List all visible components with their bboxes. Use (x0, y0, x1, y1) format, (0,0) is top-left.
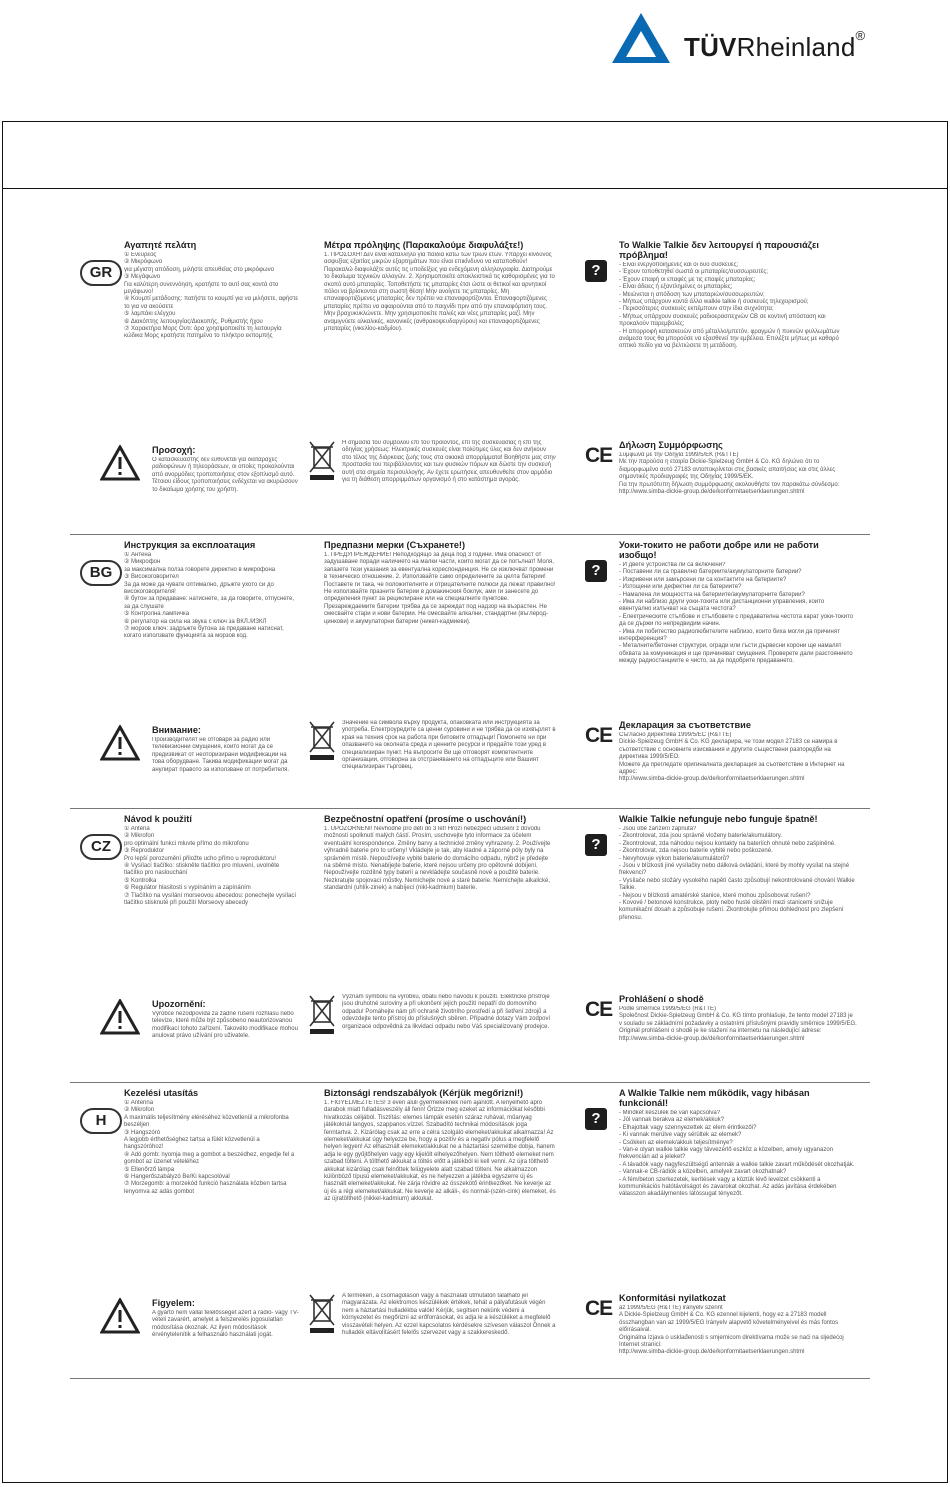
instructions-text: ① Antenna ② Mikrofon A maximális teljesítmény eléréséhez közvetlenül a mikrofonba beszéljen ③ Hangszóró A legjobb érthetőséghez tartsa a fülét közvetlenül a hangszóróhoz! ④ Adó gomb: nyomja meg a gombot a beszédhez, engedje fel a gombot az üzenet vételéhez ⑤ Ellenőrző lámpa ⑥ Hangerőszabályzó Be/Ki kapcsolóval ⑦ Morzegomb: a morzekód funkció használata közben tartsa lenyomva az adás gombot (124, 1100, 295, 1195)
instructions-text: ① Антена ② Микрофон за максимална полза говорете директно в микрофона ③ Високоговорител За да може да чувате оптимално, дръжте ухото си до високоговорителя! ④ бутон за предаване: натиснете, за да говорите, отпуснете, за да слушате ⑤ Контролна лампичка ⑥ регулатор на сила на звука с ключ за ВКЛ./ИЗКЛ ⑦ морзов ключ: задръжте бутона за предаване натиснат, когато използвате функцията за морзов код. (124, 552, 295, 640)
weee-bin-icon (308, 1293, 336, 1335)
declaration-block (619, 440, 857, 528)
instructions-title: Návod k použití (124, 814, 192, 824)
language-badge: CZ (80, 834, 122, 860)
declaration-text: az 1999/5/EG (R&TTE) irányelv szerint A Dickie-Spielzeug GmbH & Co. KG ezennel kijelenti, hogy ez a 27183 modell összhangban van az 1999/5/EG Irányelv alapvető követelményeivel és más fontos előírásaival. Originálna Izjava o usklađenosti s smjernicom direktívama može se naći na sljedećoj Internet stranici: http://www.simba-dickie-group.de/de/konformitaetserklaerungen.shtml (619, 1305, 844, 1356)
precautions-column (324, 814, 556, 978)
disposal-text: A terméken, a csomagoláson vagy a használati útmutatón található jel magyarázata. Az elektromos készülékek értékek, tehát a pályafutásuk végén nem a háztartási hulladékba valók! Kérjük, segítsen nekünk védeni a környezetet és megőrizni az erőforrásokat, és adja le a készüléket a megfelelő visszavételi helyen. Az ezzel kapcsolatos kérdésekre szívesen válaszol Önnek a hulladék eltávolításért felelős szervezet vagy a szakkereskedő. (342, 1293, 556, 1337)
question-icon: ? (585, 1108, 607, 1130)
precautions-column (324, 240, 556, 422)
precautions-title: Bezpečnostní opatření (prosíme o uschování!) (324, 814, 527, 824)
language-section-bg (70, 540, 870, 802)
instructions-column (124, 814, 299, 986)
troubleshooting-column (619, 1088, 857, 1270)
weee-bin-icon (308, 720, 336, 762)
disposal-text: Значение на символа върху продукта, опаковката или инструкцията за употреба. Електроуредите са ценни суровини и не трябва да се изхвърлят в края на техния срок на работа при битовите отпадъци! Помогнете ни при опазването на околната среда и ценните ресурси и предайте този уред в специализиран пункт. На въпросите Ви ще отговорят компетентните организации, отговорна за отстраняването на отпадъците или Вашият специализиран търговец. (342, 720, 556, 771)
disposal-block (342, 440, 556, 524)
disposal-text: Význam symbolu na výrobku, obalu nebo návodu k použití. Elektrické přístroje jsou druhotné suroviny a při ukončení jejich použití nepatří do domovního odpadu! Pomáhejte nám při ochraně životního prostředí a při šetření zdrojů a odevzdejte tento přístroj do příslušných sběren. Případné dotazy Vám zodpoví organizace odpovědná za likvidaci odpadu nebo Váš specializovaný prodejce. (342, 994, 551, 1030)
caution-block (152, 1298, 300, 1372)
section-divider (70, 808, 870, 809)
instructions-column (124, 240, 299, 442)
troubleshooting-text: - Είναι ενεργοποιημένες και οι δύο συσκευές; - Έχουν τοποθετηθεί σωστά οι μπαταρίες/συσσωρευτές; - Έχουν επαφή οι επαφές με τις επαφές μπαταρίας; - Είναι άδειες ή εξαντλημένες οι μπαταρίες; - Μειώνεται η απόδοση των μπαταριών/συσσωρευτών; - Μήπως υπάρχουν κοντά άλλο walkie talkie ή συσκευές τηλεχειρισμού; - Περισσότερες συσκευές εκπέμπουν στην ίδια συχνότητα; - Μήπως υπάρχουν συσκευές ραδιοερασιτεχνών CB σε κοντινή απόσταση και προκαλούν παρεμβολές; - Η απορροφή κατασκευών από μέταλλο/μπετόν, φραγμών ή πυκνών φυλλωμάτων ανάμεσα τους θα μπορούσε να εξασθενεί την εμβέλεια. Επιλέξτε μήπως με καθαρό οπτικό πεδίο για να βελτιώσετε τη μετάδοση. (619, 262, 840, 350)
troubleshooting-text: - Mindkét készülék be van kapcsolva? - Jól vannak berakva az elemek/akkuk? - Elhajoltak vagy szennyezettek az elem érintkezői? - Ki vannak merülve vagy sérültek az elemek? - Csökken az elemek/akkuk teljesítménye? - Van-e olyan walkie talkie vagy távvezérlő eszköz a közelben, amely ugyanazon frekvencián ad a jeleket? - A távadók vagy nagyfeszültségű antennák a walkie talkie zavart működését okozhatják. - Vannak-e CB-rádiók a közelben, amelyek zavart okozhatnak? - A fém/beton szerkezetek, kerítések vagy a köztük lévő levelzet csökkenti a kommunikációs hatótávolságot és zavarokat okozhat. Az adás javítása érdekében válasszon akadálymentes látóssugat tényezőt. (619, 1110, 855, 1198)
weee-bin-icon (308, 440, 336, 482)
warning-triangle-icon (100, 999, 140, 1035)
language-section-gr (70, 240, 870, 532)
logo-wordmark: TÜVRheinland® (684, 28, 866, 62)
question-icon: ? (585, 560, 607, 582)
instructions-title: Инструкция за експлоатация (124, 540, 256, 550)
precautions-text: 1. UPOZORNĚNÍ! Nevhodné pro děti do 3 let! Hrozí nebezpečí udušení z důvodu možnosti spolknutí malých částí. Prosím, uschovejte tyto informace za účelem eventuální korespondence. Změny barvy a technické změny vyhrazeny. 2. Používejte výhradně baterie pro to určeny! Vkládejte je tak, aby kladné a záporné póly byly na správném místě. Nepoužívejte vybité baterie do domácího odpadu, nýbrž je předejte na sběrné místo. Nenabíjejte baterie, které nejsou určeny pro opětovné dobíjení. Nepoužívejte rozdílné typy baterií a nevkládejte současně nové a použité baterie. Nezkratujte spojovací můstky. Nemíchejte nové a staré baterie. Nemíchejte alkalické, standardní (uhlík-zinek) a nabíjecí (nikl-kadmium) baterie. (324, 826, 551, 892)
ce-mark-icon: CE (585, 444, 613, 467)
declaration-block (619, 720, 857, 802)
troubleshooting-column (619, 814, 857, 986)
precautions-title: Biztonsági rendszabályok (Kérjük megőrizni!) (324, 1088, 524, 1098)
disposal-block (342, 720, 556, 798)
language-badge: GR (80, 260, 122, 286)
tuv-triangle-icon (610, 10, 672, 66)
question-icon: ? (585, 834, 607, 856)
section-divider (70, 534, 870, 535)
ce-mark-icon: CE (585, 724, 613, 747)
instructions-column (124, 540, 299, 712)
troubleshooting-text: - И двете устройства ли са включени? - Поставени ли са правилно батериите/акумулаторните батерии? - Изкривени или замърсени ли са контактите на батериите? - Изтощени или дефектни ли са батериите? - Намалена ли мощността на батериите/акумулаторните батерии? - Има ли наблизо други уоки-токита или дистанционни управления, които евентуално излъчват на същата честота? - Електрическите стълбове и стълбовете с предавателна честота карат уоки-токито да се държи по непредвидим начин. - Има ли побитество радиолюбителите наблизо, които биха могли да причинят интерференция? - Металните/бетонни структури, огради или гъсти дървесни корони ще намалят обхвата за комуникация и ще причиняват смущения. Проверете дали разстоянието между радиостанциите е чисто, за да подобрите предаването. (619, 562, 853, 665)
caution-text: Производителят не отговаря за радио или телевизионни смущения, които могат да се предизвикат от неоторизирани модификации на това оборудване. Такива модификации могат да анулират правото за използване от потребителя. (152, 737, 290, 773)
precautions-title: Предпазни мерки (Съхранете!) (324, 540, 466, 550)
declaration-title: Prohlášení o shodě (619, 994, 704, 1004)
troubleshooting-title: A Walkie Talkie nem működik, vagy hibásan funkcionál! (619, 1088, 810, 1108)
declaration-block (619, 994, 857, 1078)
declaration-text: Podle směrnice 1999/5/EG (R&TTE) Společnost Dickie-Spielzeug GmbH & Co. KG tímto prohlašuje, že tento model 27183 je v souladu se základními požadavky a ostatními příslušnými pravidly směrnice 1999/5/EG. Originál prohlášení o shodě je ke stažení na internetu na následující adrese: http://www.simba-dickie-group.de/de/konformitaetserklaerungen.shtml (619, 1006, 857, 1042)
precautions-text: 1. FIGYELMEZTETÉS! 3 éven aluli gyermekeknek nem ajánlott. A lenyelhető apró darabok miatt fulladásveszély áll fenn! Őrizze meg ezeket az információkat későbbi hivatkozás céljából. Tisztítás: elemes lámpák esetén száraz ruhával, műanyag játékoknál langyos, szappanos vízzel. Szabadító technikai módosítások joga fenntartva. 2. Kizárólag csak az erre a célra szolgáló elemeket/akkukat alkalmazza! Az elemeket/akkukat úgy helyezze be, hogy a pozitív és a negatív pólus a megfelelő helyen legyen! Az elhasznált elemeket/akkukat ne a háztartási szemétbe dobja, hanem adja le egy gyűjtőhelyen vagy egy kijelölt elhelyezőhelyen. Nem tölthető elemeket nem szabad tölteni. A tölthető akkukat a töltés előtt a játékból ki kell venni. Az újra tölthető akkukat kizárólag csak felnőttek felügyelete alatt szabad tölteni. Ne alkalmazzon különböző típusú elemeket/akkukat, és ne helyezzen a játékba egyszerre új és használt elemeket/akkukat. Ne zárja rövidre az összekötő érintkezőket. Ne keverje az új és a régi elemeket/akkukat. Ne keverje az alkáli-, és normál-(szén-cink) elemeket, és az újratölthető (nikkel-kadmium) akkukat. (324, 1100, 556, 1203)
section-divider (70, 1082, 870, 1083)
caution-title: Внимание: (152, 725, 201, 735)
caution-block (152, 725, 300, 799)
language-badge: H (80, 1108, 122, 1134)
troubleshooting-title: Το Walkie Talkie δεν λειτουργεί ή παρουσιάζει πρόβλημα! (619, 240, 819, 260)
language-section-h (70, 1088, 870, 1378)
scanned-leaflet (70, 240, 870, 1380)
caution-title: Προσοχή: (152, 445, 196, 455)
instructions-title: Αγαπητέ πελάτη (124, 240, 197, 250)
caution-block (152, 999, 300, 1073)
frame-header-divider (3, 188, 947, 189)
disposal-block (342, 994, 556, 1064)
caution-title: Figyelem: (152, 1298, 195, 1308)
warning-triangle-icon (100, 725, 140, 761)
weee-bin-icon (308, 994, 336, 1036)
declaration-title: Декларация за съответствие (619, 720, 751, 730)
troubleshooting-title: Walkie Talkie nefunguje nebo funguje špatně! (619, 814, 818, 824)
troubleshooting-title: Уоки-токито не работи добре или не работи изобщо! (619, 540, 819, 560)
caution-title: Upozornění: (152, 999, 206, 1009)
precautions-text: 1. ПРЕДУПРЕЖДЕНИЕ! Неподходящо за деца под 3 години. Има опасност от задушаване поради наличието на малки части, които могат да се погълнат! Моля, запазете тези указания за евентуална кореспонденция. Не се изключват промени в техническо отношение. 2. Използвайте само определените за целта батерии! Поставете ги така, че положителните и отрицателните полюси да лежат правилно! Не използвайте празните батерии в домакинския боклук, ами ги занесете до определения пункт за рециклиране или на специалните пунктове. Презареждаемите батерии трябва да се зареждат под надзор на възрастен. Не смесвайте стари и нови батерии. Не смесвайте алкални, стандартни (въглерод-цинкови) и акумулаторни батерии (никел-кадмиеви). (324, 552, 556, 625)
question-icon: ? (585, 260, 607, 282)
troubleshooting-column (619, 540, 857, 722)
instructions-text: ① Ενεύρεος ② Μικρόφωνο για μέγιστη απόδοση, μιλήστε απευθείας στο μικρόφωνο ③ Μεγάφωνο Για καλύτερη συνεννόηση, κρατήστε το αυτί σας κοντά στο μεγάφωνο! ④ Κουμπί μετάδοσης: πατήστε το κουμπί για να μιλήσετε, αφήστε το για να ακούσετε ⑤ λαμπάκι ελέγχου ⑥ Διακόπτης λειτουργίας/Διακοπής, Ρυθμιστής ήχου ⑦ Χαρακτήρα Μορς Ουτι: άρα χρησιμοποιείτε τη λειτουργία κώδικα Μορς κρατήστε πατημένο το πλήκτρο εκπομπής (124, 252, 299, 340)
disposal-text: Η σημασία του συμβόλου επί του προϊόντος, επί της συσκευασίας ή επί της οδηγίας χρήσεως: Ηλεκτρικές συσκευές είναι πολύτιμες ύλες και δεν ανήκουν στο τέλος της διάρκειας ζωής τους στα οικιακά απορρίμματα! Βοηθήστε μας στην προστασία του περιβάλλοντος και των φυσικών πόρων και δώστε την συσκευή αυτή στα σημεία περισυλλογής. Αν έχετε ερωτήσεις απευθυνθείτε στον αρμόδιο για τη διάθεση απορριμμάτων οργανισμό ή στο κατάστημα αγοράς. (342, 440, 556, 484)
declaration-text: Σύμφωνα με την Οδηγία 1999/5/ΕΚ (R&TTE) Με την παρούσα η εταιρία Dickie-Spielzeug GmbH & Co. KG δηλώνει ότι το διαμορφωμένο αυτό 27183 ανταποκρίνεται στις βασικές απαιτήσεις και στις άλλες σημαντικές προδιαγραφές της Οδηγίας 1999/5/ΕΚ. Για την πρωτότυπη δήλωση συμμόρφωσης ακολουθήστε τον παρακάτω σύνδεσμο: http://www.simba-dickie-group.de/de/konformitaetserklaerungen.shtml (619, 452, 840, 496)
precautions-title: Μέτρα πρόληψης (Παρακαλούμε διαφυλάξτε!) (324, 240, 524, 250)
troubleshooting-text: - Jsou obě zařízení zapnutá? - Zkontrolovat, zda jsou správně vloženy baterie/akumulátory. - Zkontrolovat, zda náhodou nejsou kontakty na bateriích ohnuté nebo zašpiněné. - Zkontrolovat, zda nejsou baterie vybité nebo poškozené. - Nevyhovuje výkon baterie/akumulátorů? - Jsou v blízkosti jiné vysílačky nebo dálková ovládání, které by mohly vysílat na stejné frekvenci? - Vysílače nebo stožáry vysokého napětí často způsobují nekontrolované chování Walkie Talkie. - Nejsou v blízkosti amatérské stanice, které mohou způsobovat rušení? - Kovové / betonové konstrukce, ploty nebo husté olistění mezi stanicemi snižuje komunikační dosah a způsobuje rušení. Zkontrolujte přímou dohlednost pro zlepšení přenosu. (619, 826, 855, 921)
troubleshooting-column (619, 240, 857, 412)
declaration-text: Съгласно директива 1999/5/EC (R&TTE) Dickie-Spielzeug GmbH & Co. KG декларира, че този модел 27183 се намира в съответствие с основните изисквания и другите съществени разпоредби на директива 1999/5/ЕО. Можете да прегледате оригиналната декларация за съответствие в Интернет на адрес: http://www.simba-dickie-group.de/de/konformitaetserklaerungen.shtml (619, 732, 845, 783)
ce-mark-icon: CE (585, 1297, 613, 1320)
caution-text: Ο κατασκευαστής δεν ευθύνεται για διαταραχές ραδιοφώνων ή τηλεοράσεων, οι οποίες προκαλούνται από ανορμόδιες τροποποιήσεις στον εξοπλισμό αυτό. Τέτοιου είδους τροποποιήσεις ενδέχεται να ακυρώσουν το δικαίωμα χρήσης του χρήστη. (152, 457, 298, 493)
warning-triangle-icon (100, 1298, 140, 1334)
caution-text: Výrobce nezodpovídá za žádné rušení rozhlasu nebo televize, které může být způsobeno neautorizovanou modifikací tohoto zařízení. Takovéto modifikace mohou anulovat právo užívání pro uživatele. (152, 1011, 298, 1040)
language-badge: BG (80, 560, 122, 586)
warning-triangle-icon (100, 445, 140, 481)
precautions-text: 1. ΠΡΟΣΟΧΗ! Δεν είναι κατάλληλο για παιδιά κάτω των τριών ετών. Υπάρχει κίνδυνος ασφυξίας εξαιτίας μικρών εξαρτημάτων που είναι επικίνδυνο να καταποθούν! Παρακαλώ διαφυλάξτε αυτές τις υποδείξεις για ενδεχόμενη αλληλογραφία. Διατηρούμε το δικαίωμα τεχνικών αλλαγών. 2. Χρησιμοποιείτε αποκλειστικά τις καθορισμένες για το σκοπό αυτό μπαταρίες. Τοποθετήστε τις μπαταρίες έτσι ώστε οι θετικοί και αρνητικοί πόλοι να βρίσκονται στη σωστή θέση! Μην ανοίγετε τις μπαταρίες. Μη επαναφορτιζόμενες μπαταρίες δεν πρέπει να επαναφορτίζονται. Επαναφορτιζόμενες μπαταρίες πρέπει να αφαιρούνται από το παιχνίδι πριν από την επαναφόρτιση τους. Μην βραχυκυκλώνετε. Μην χρησιμοποιείτε παλιές και νέες μπαταρίες μαζί. Μην αναμιγνύετε αλκαλικές, κανονικές (ανθρακοψευδαργύρου) και επαναφορτιζόμενες μπαταρίες (νικελίου-καδμίου). (324, 252, 555, 333)
ce-mark-icon: CE (585, 998, 613, 1021)
section-divider (70, 1378, 870, 1379)
language-section-cz (70, 814, 870, 1076)
declaration-title: Konformitási nyilatkozat (619, 1293, 726, 1303)
caution-block (152, 445, 300, 527)
instructions-title: Kezelési utasítás (124, 1088, 199, 1098)
precautions-column (324, 540, 556, 712)
declaration-title: Δήλωση Συμμόρφωσης (619, 440, 723, 450)
disposal-block (342, 1293, 556, 1365)
caution-text: A gyártó nem vállal felelősséget azért a rádió- vagy TV-vételi zavarért, amelyet a felszerelés jogosulatlan módosítása okoznak. Az ilyen módosítások érvénytelenítik a felhasználó használati jogát. (152, 1310, 299, 1339)
instructions-text: ① Anténa ② Mikrofon pro optimální funkci mluvte přímo do mikrofonu ③ Reproduktor Pro lepší porozumění přiložte ucho přímo u reproduktoru! ④ Vysílací tlačítko: stiskněte tlačítko pro mluvení, uvolněte tlačítko pro naslouchání ⑤ Kontrolka ⑥ Regulátor hlasitosti s vypínáním a zapínáním ⑦ Tlačítko na vysílání morseovou abecedou: ponechejte vysílací tlačítko stisknuté při použití Morseovy abecedy (124, 826, 297, 907)
instructions-column (124, 1088, 299, 1270)
precautions-column (324, 1088, 556, 1268)
tuv-rheinland-logo (610, 10, 930, 70)
declaration-block (619, 1293, 857, 1381)
